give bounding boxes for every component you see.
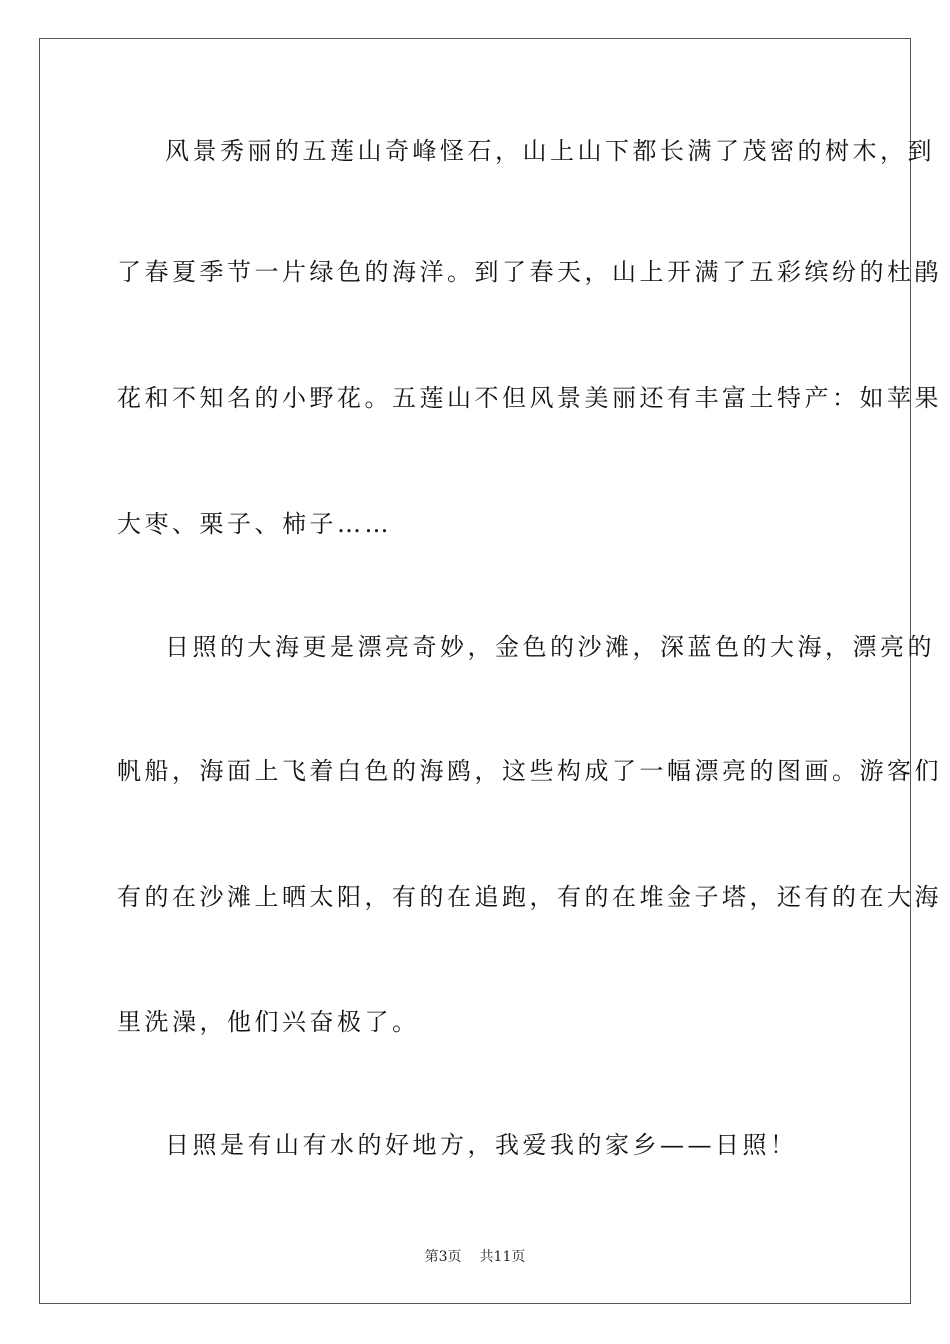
paragraph-1-line-3: 花和不知名的小野花。五莲山不但风景美丽还有丰富土特产：如苹果 <box>117 384 942 412</box>
paragraph-2-line-3: 有的在沙滩上晒太阳，有的在追跑，有的在堆金子塔，还有的在大海 <box>117 883 942 911</box>
paragraph-2-line-1: 日照的大海更是漂亮奇妙，金色的沙滩，深蓝色的大海，漂亮的 <box>165 633 935 661</box>
page-border <box>39 38 942 1304</box>
paragraph-3-line-1: 日照是有山有水的好地方，我爱我的家乡——日照！ <box>165 1131 798 1159</box>
paragraph-1-line-2: 了春夏季节一片绿色的海洋。到了春天，山上开满了五彩缤纷的杜鹃 <box>117 258 942 286</box>
paragraph-1-line-1: 风景秀丽的五莲山奇峰怪石，山上山下都长满了茂密的树木，到 <box>165 137 935 165</box>
paragraph-1-line-4: 大枣、栗子、柿子…… <box>117 510 392 538</box>
paragraph-2-line-2: 帆船，海面上飞着白色的海鸥，这些构成了一幅漂亮的图画。游客们 <box>117 757 942 785</box>
paragraph-2-line-4: 里洗澡，他们兴奋极了。 <box>117 1008 420 1036</box>
page-total: 共11页 <box>479 1249 526 1265</box>
page-footer <box>0 1247 950 1267</box>
page-number: 第3页 <box>424 1249 462 1265</box>
